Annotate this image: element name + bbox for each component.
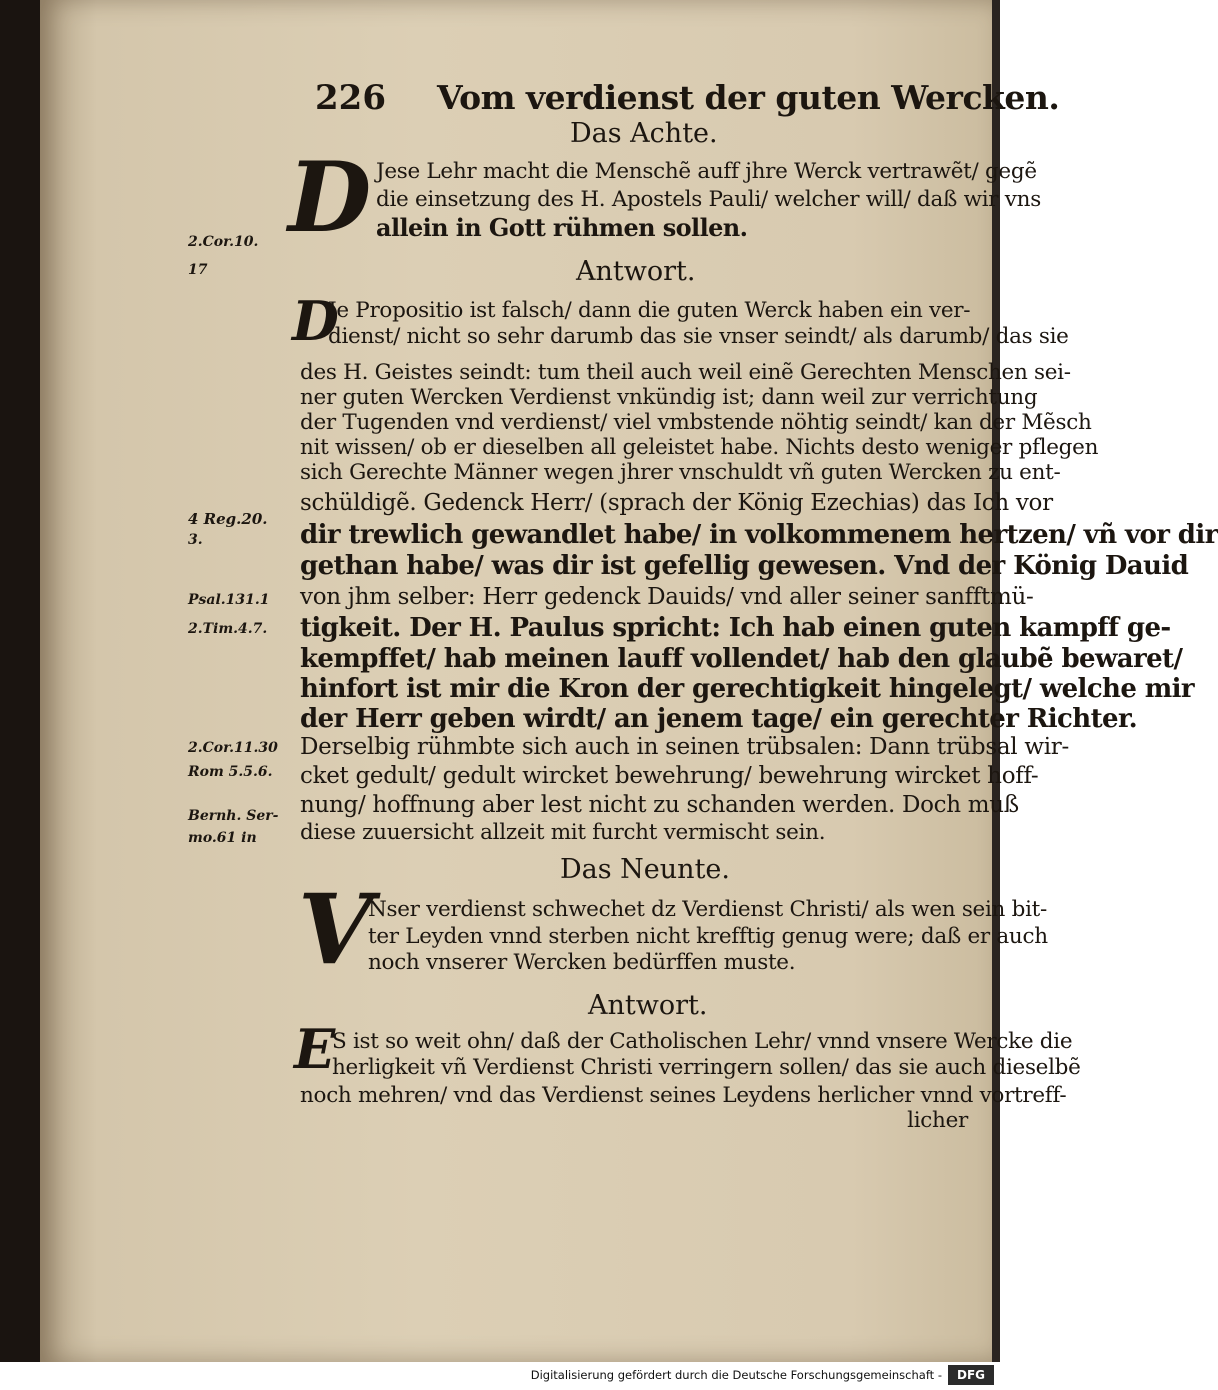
text-line: ner guten Wercken Verdienst vnkündig ist; dann weil zur verrichtung	[300, 385, 1038, 410]
page-number: 226	[315, 78, 386, 118]
text-line: die einsetzung des H. Apostels Pauli/ welcher will/ daß wir vns	[376, 187, 1041, 212]
text-line: des H. Geistes seindt: tum theil auch weil einẽ Gerechten Menschen sei-	[300, 360, 1071, 385]
footer-bar	[0, 1362, 1000, 1390]
text-line: S ist so weit ohn/ daß der Catholischen Lehr/ vnnd vnsere Wercke die	[332, 1029, 1073, 1054]
text-line: Nser verdienst schwechet dz Verdienst Christi/ als wen sein bit-	[368, 897, 1047, 922]
drop-cap-d: D	[288, 141, 372, 254]
section-title-antwort: Antwort.	[588, 990, 708, 1021]
text-line: herligkeit vñ Verdienst Christi verringern sollen/ das sie auch dieselbẽ	[332, 1055, 1081, 1080]
text-line: dir trewlich gewandlet habe/ in volkommenem hertzen/ vñ vor dir	[300, 520, 1218, 550]
marginal-note: 4 Reg.20.	[188, 510, 268, 528]
text-line: noch vnserer Wercken bedürffen muste.	[368, 950, 796, 975]
funding-notice: Digitalisierung gefördert durch die Deutsche Forschungsgemeinschaft -	[530, 1368, 942, 1382]
text-line: dienst/ nicht so sehr darumb das sie vnser seindt/ als darumb/ das sie	[328, 324, 1069, 349]
text-line: hinfort ist mir die Kron der gerechtigkeit hingelegt/ welche mir	[300, 674, 1195, 704]
marginal-note: Psal.131.1	[188, 592, 270, 608]
section-title-neunte: Das Neunte.	[560, 854, 730, 885]
text-line: schüldigẽ. Gedenck Herr/ (sprach der König Ezechias) das Ich vor	[300, 490, 1053, 516]
text-line: der Tugenden vnd verdienst/ viel vmbstende nöhtig seindt/ kan der Mẽsch	[300, 410, 1092, 435]
marginal-note: 2.Cor.10.	[188, 234, 259, 250]
text-line: kempffet/ hab meinen lauff vollendet/ hab den glaubẽ bewaret/	[300, 644, 1183, 674]
catchword: licher	[907, 1108, 968, 1133]
marginal-note: 2.Tim.4.7.	[188, 621, 268, 637]
text-line: noch mehren/ vnd das Verdienst seines Leydens herlicher vnnd vortreff-	[300, 1083, 1067, 1108]
text-line: gethan habe/ was dir ist gefellig gewesen. Vnd der König Dauid	[300, 551, 1189, 581]
text-line: allein in Gott rühmen sollen.	[376, 213, 748, 242]
marginal-note: 17	[188, 262, 208, 278]
section-title-achte: Das Achte.	[570, 118, 718, 149]
dfg-logo: DFG	[948, 1365, 994, 1385]
text-line: cket gedult/ gedult wircket bewehrung/ bewehrung wircket hoff-	[300, 763, 1039, 789]
marginal-note: 3.	[188, 532, 203, 548]
drop-cap-d: D	[292, 289, 339, 353]
marginal-note: 2.Cor.11.30	[188, 740, 278, 756]
text-line: ter Leyden vnnd sterben nicht krefftig genug were; daß er auch	[368, 924, 1048, 949]
marginal-note: mo.61 in	[188, 830, 257, 846]
text-line: der Herr geben wirdt/ an jenem tage/ ein gerechter Richter.	[300, 704, 1138, 734]
text-line: Derselbig rühmbte sich auch in seinen trübsalen: Dann trübsal wir-	[300, 734, 1069, 760]
running-header: Vom verdienst der guten Wercken.	[437, 78, 1060, 117]
drop-cap-e: E	[294, 1017, 336, 1081]
marginal-note: Rom 5.5.6.	[188, 764, 273, 780]
drop-cap-v: V	[298, 873, 373, 986]
text-line: Jese Lehr macht die Menschẽ auff jhre Werck vertrawẽt/ gegẽ	[376, 159, 1037, 184]
text-line: tigkeit. Der H. Paulus spricht: Ich hab einen guten kampff ge-	[300, 613, 1171, 643]
section-title-antwort: Antwort.	[576, 256, 696, 287]
text-line: Je Propositio ist falsch/ dann die guten Werck haben ein ver-	[328, 298, 971, 323]
text-line: diese zuuersicht allzeit mit furcht vermischt sein.	[300, 820, 826, 845]
text-line: sich Gerechte Männer wegen jhrer vnschuldt vñ guten Wercken zu ent-	[300, 460, 1061, 485]
text-line: nit wissen/ ob er dieselben all geleistet habe. Nichts desto weniger pflegen	[300, 435, 1099, 460]
text-line: von jhm selber: Herr gedenck Dauids/ vnd aller seiner sanfftmü-	[300, 584, 1034, 610]
text-line: nung/ hoffnung aber lest nicht zu schanden werden. Doch muß	[300, 792, 1019, 818]
marginal-note: Bernh. Ser-	[188, 808, 279, 824]
book-page	[40, 0, 1218, 1362]
